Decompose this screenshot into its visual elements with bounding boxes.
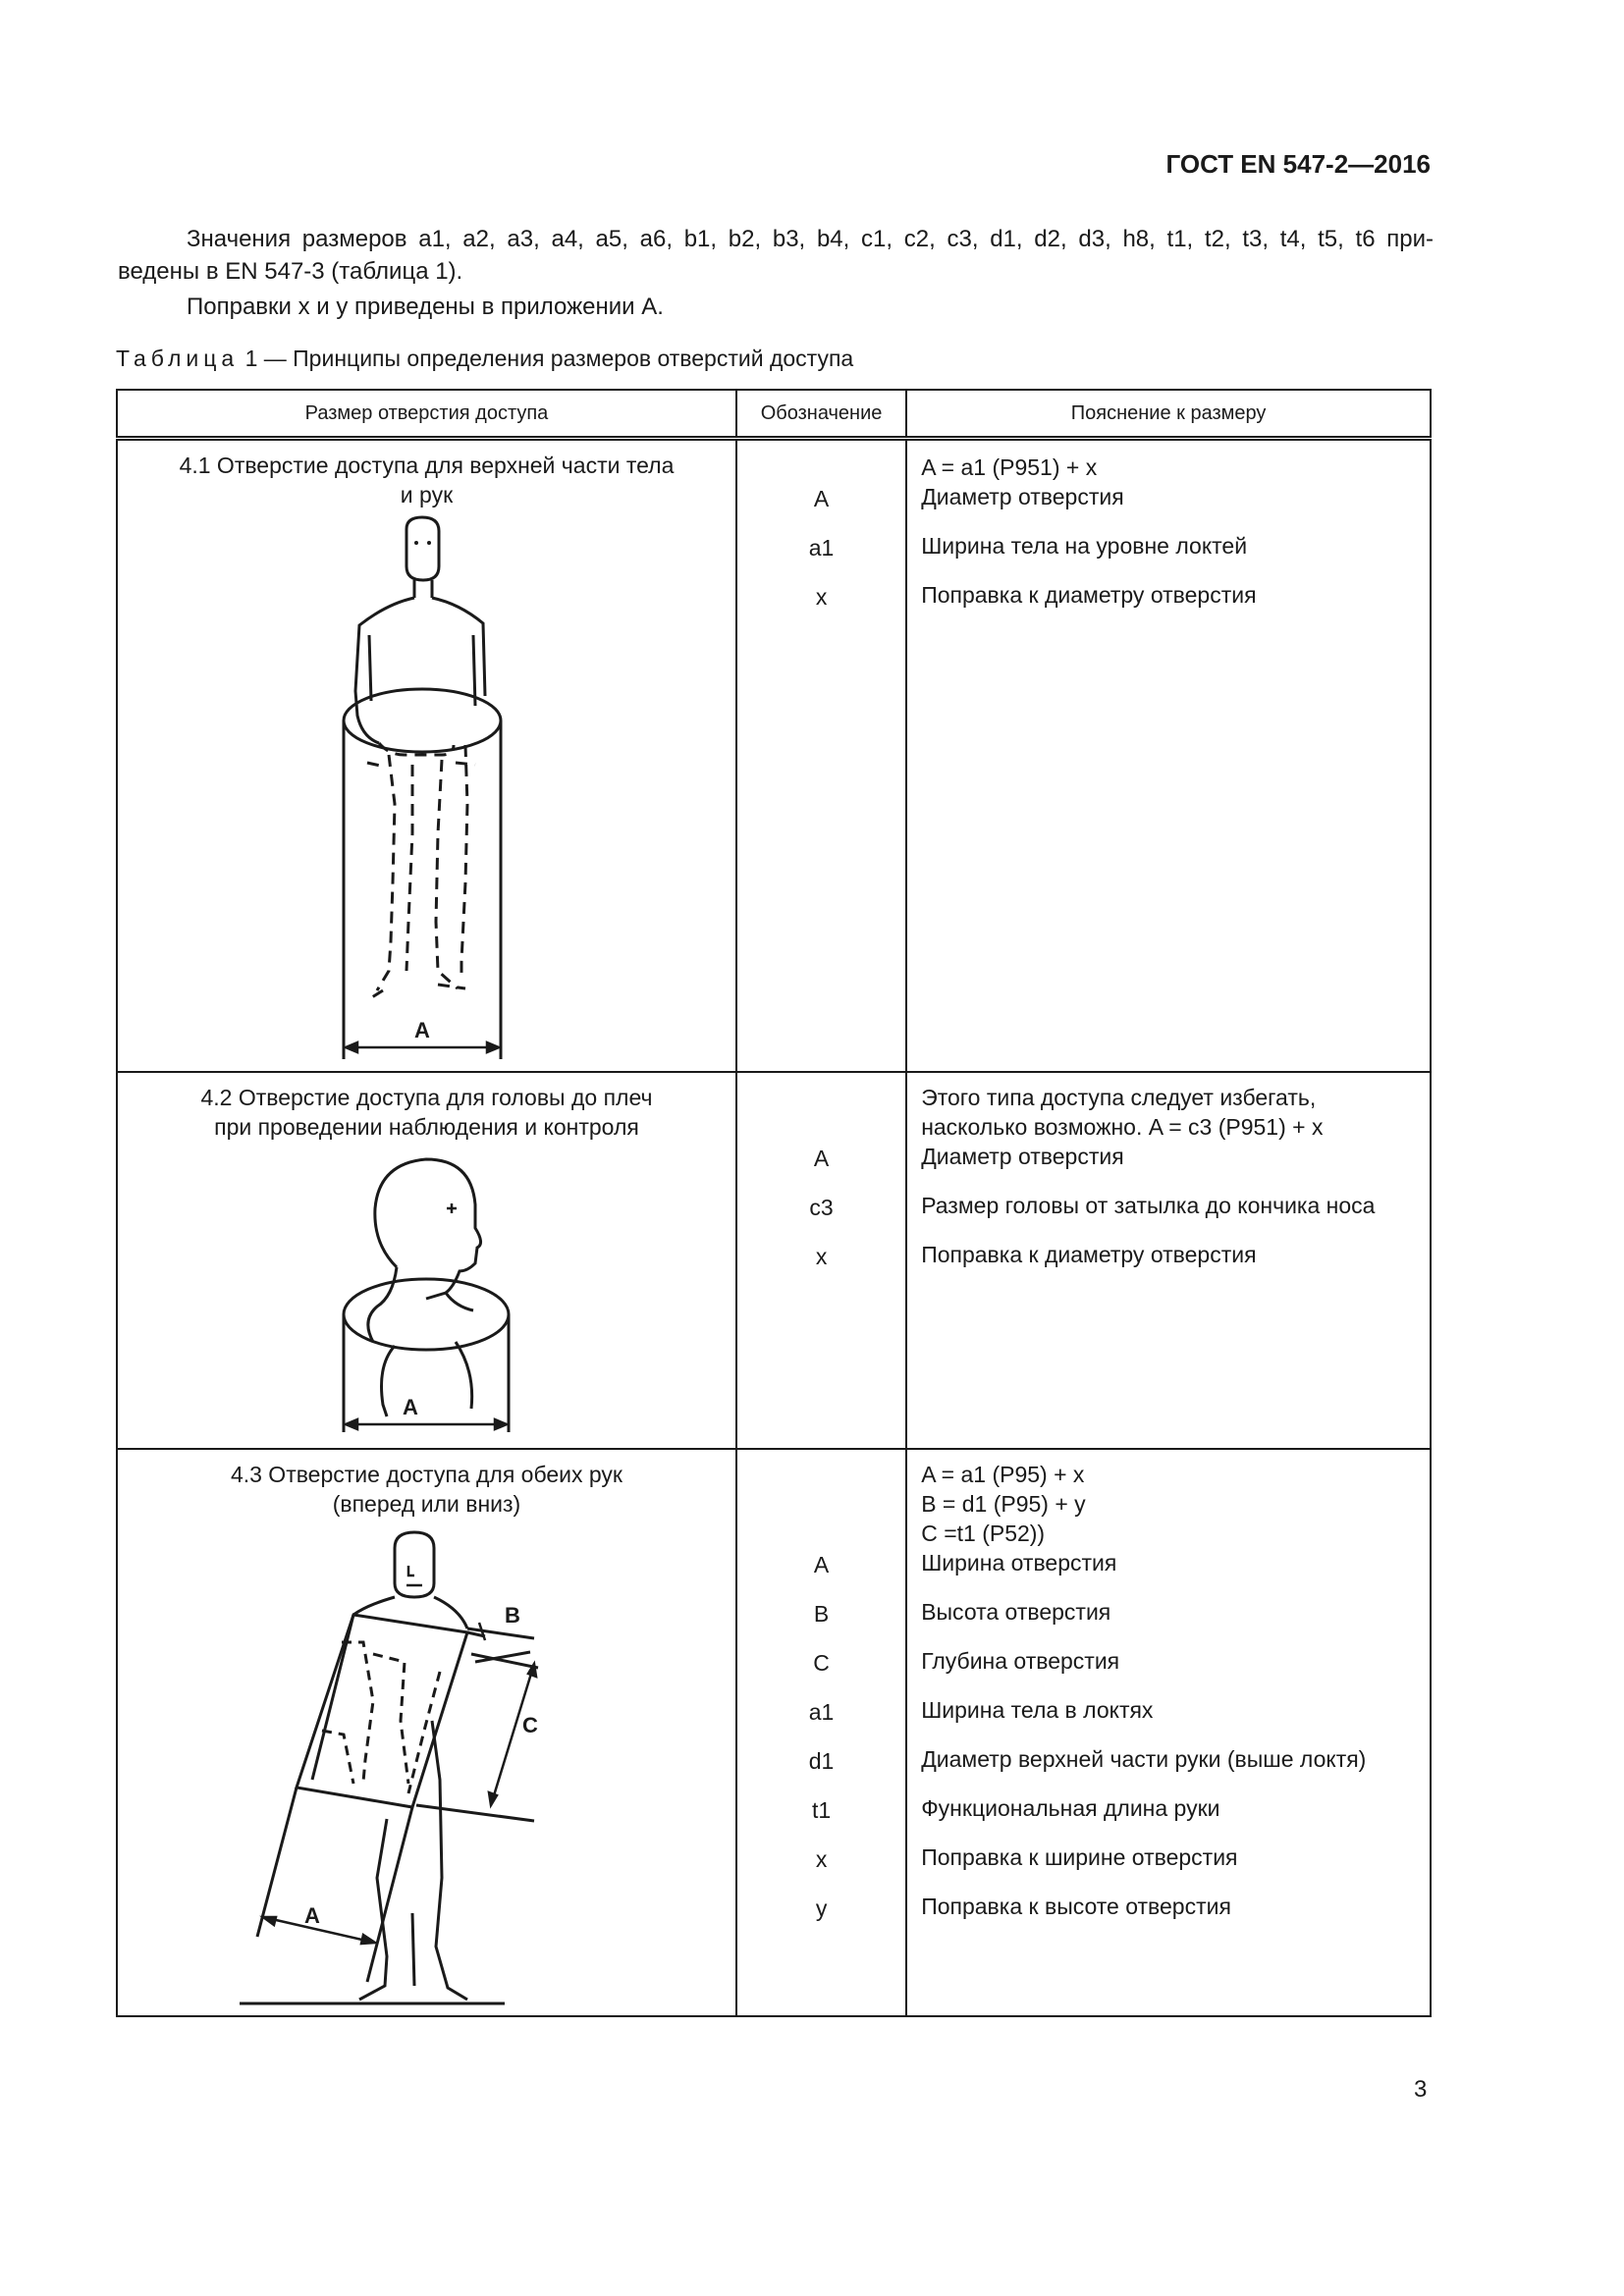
- row-4-2-explanation-cell: [906, 1072, 1431, 1449]
- formula: B = d1 (P95) + y: [921, 1490, 1086, 1517]
- explanation-text: Ширина тела на уровне локтей: [921, 533, 1248, 559]
- table-header-row: [117, 390, 1431, 439]
- row-4-3-explanation-cell: [906, 1449, 1431, 2016]
- figure-label-c: C: [522, 1712, 539, 1737]
- explanation-text: Диаметр отверстия: [921, 484, 1124, 509]
- table-caption-text: 1 — Принципы определения размеров отверстий доступа: [244, 346, 854, 371]
- note-text: насколько возможно. A = c3 (P951) + x: [921, 1113, 1324, 1140]
- formula: A = a1 (P951) + x: [921, 454, 1098, 480]
- explanation-text: Ширина отверстия: [921, 1549, 1117, 1575]
- corrections-paragraph: Поправки x и y приведены в приложении А.: [187, 294, 664, 320]
- table-caption: [116, 346, 853, 372]
- symbol-x: x: [815, 1243, 828, 1269]
- row-4-3-symbols-cell: [736, 1449, 906, 2016]
- symbol-c3: c3: [809, 1194, 834, 1220]
- figure-label-a: A: [414, 1018, 431, 1042]
- upper-body-access-figure: [328, 509, 524, 1059]
- explanation-text: Функциональная длина руки: [921, 1794, 1220, 1821]
- figure-label-a: A: [403, 1394, 419, 1419]
- explanation-text: Глубина отверстия: [921, 1647, 1120, 1674]
- table-row: [117, 439, 1431, 1072]
- row-4-3-title-line-1: 4.3 Отверстие доступа для обеих рук: [230, 1461, 623, 1487]
- symbol-d1: d1: [808, 1747, 835, 1774]
- explanation-text: Диаметр верхней части руки (выше локтя): [921, 1745, 1367, 1772]
- explanation-text: Поправка к высоте отверстия: [921, 1893, 1231, 1919]
- header-designation: Обозначение: [736, 390, 906, 439]
- explanation-text: Поправка к диаметру отверстия: [921, 1241, 1257, 1267]
- symbol-x: x: [815, 584, 828, 610]
- intro-paragraph-line-1: Значения размеров a1, a2, a3, a4, a5, a6, b1, b2, b3, b4, c1, c2, c3, d1, d2, d3, h8, t1, t2, t3, t4, t5, t6 при-: [187, 226, 1434, 252]
- access-openings-table: [116, 389, 1432, 2017]
- head-access-figure: [338, 1149, 514, 1444]
- header-explanation: Пояснение к размеру: [906, 390, 1431, 439]
- row-4-1-explanation-cell: [906, 439, 1431, 1072]
- two-arms-access-figure: [240, 1524, 613, 2005]
- row-4-3-title-cell: [117, 1449, 736, 2016]
- row-4-1-title-cell: [117, 439, 736, 1072]
- symbol-b: B: [813, 1600, 830, 1627]
- explanation-text: Размер головы от затылка до кончика носа: [921, 1192, 1376, 1218]
- explanation-text: Ширина тела в локтях: [921, 1696, 1154, 1723]
- formula: C =t1 (P52)): [921, 1520, 1046, 1546]
- intro-paragraph-line-2: ведены в EN 547-3 (таблица 1).: [118, 258, 463, 285]
- figure-label-a: A: [304, 1902, 321, 1928]
- row-4-1-title-line-1: 4.1 Отверстие доступа для верхней части тела: [179, 453, 675, 478]
- row-4-1-title-line-2: и рук: [400, 482, 454, 507]
- document-code: ГОСТ EN 547-2—2016: [1165, 149, 1431, 179]
- symbol-a1: a1: [808, 1698, 835, 1725]
- explanation-text: Поправка к ширине отверстия: [921, 1843, 1238, 1870]
- table-row: [117, 1072, 1431, 1449]
- page-number: 3: [1414, 2076, 1428, 2103]
- figure-label-b: B: [505, 1602, 521, 1628]
- row-4-2-symbols-cell: [736, 1072, 906, 1449]
- row-4-1-symbols-cell: [736, 439, 906, 1072]
- explanation-text: Высота отверстия: [921, 1598, 1111, 1625]
- row-4-2-title-line-2: при проведении наблюдения и контроля: [214, 1113, 639, 1140]
- symbol-t1: t1: [811, 1796, 832, 1823]
- symbol-a: A: [813, 486, 830, 511]
- symbol-x: x: [815, 1845, 828, 1872]
- explanation-text: Диаметр отверстия: [921, 1143, 1124, 1169]
- row-4-3-title-line-2: (вперед или вниз): [332, 1490, 521, 1517]
- symbol-a: A: [813, 1551, 830, 1577]
- symbol-a1: a1: [808, 535, 835, 561]
- note-text: Этого типа доступа следует избегать,: [921, 1084, 1317, 1110]
- row-4-2-title-line-1: 4.2 Отверстие доступа для головы до плеч: [200, 1084, 653, 1110]
- symbol-y: y: [815, 1895, 828, 1921]
- symbol-a: A: [813, 1145, 830, 1171]
- symbol-c: C: [813, 1649, 830, 1676]
- table-caption-prefix: Таблица: [116, 346, 240, 371]
- explanation-text: Поправка к диаметру отверстия: [921, 582, 1257, 608]
- table-row: [117, 1449, 1431, 2016]
- formula: A = a1 (P95) + x: [921, 1461, 1085, 1487]
- row-4-2-title-cell: [117, 1072, 736, 1449]
- header-opening-size: Размер отверстия доступа: [117, 390, 736, 439]
